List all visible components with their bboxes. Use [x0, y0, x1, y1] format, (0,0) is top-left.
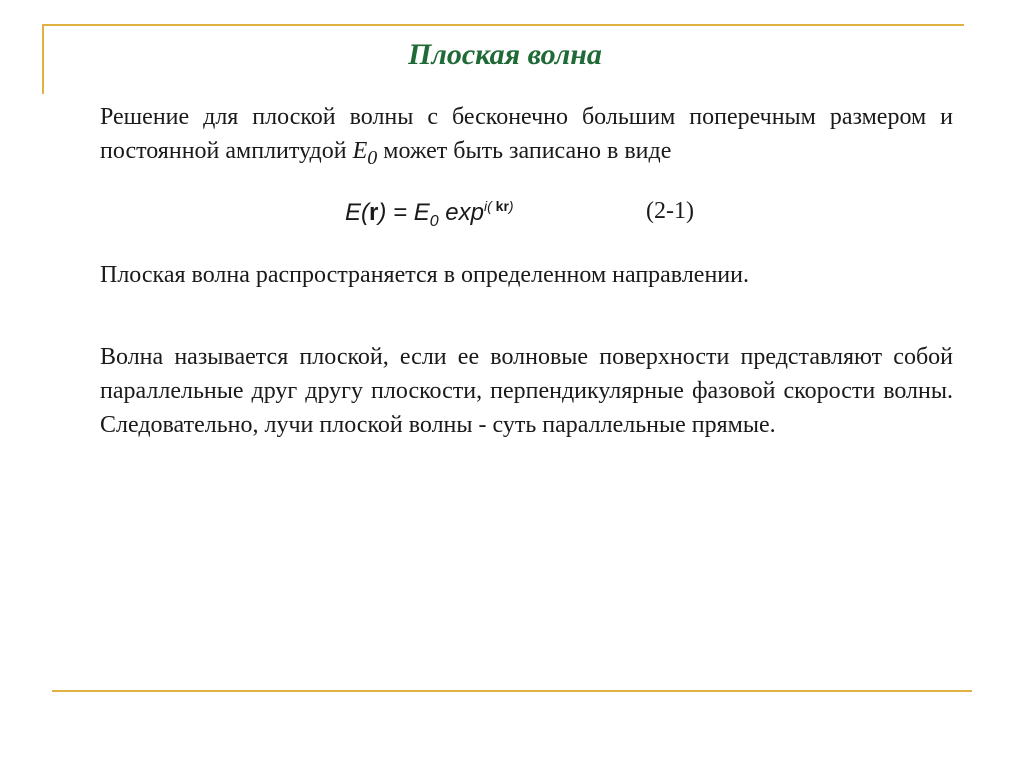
formula-exponent-kr: kr: [495, 198, 509, 214]
bottom-rule: [52, 690, 972, 692]
formula-exponent-close: ): [508, 198, 514, 214]
formula-exponent: [484, 198, 514, 214]
amplitude-symbol-letter: E: [352, 138, 368, 164]
paragraph-direction: Плоская волна распространяется в определенном направлении.: [100, 262, 749, 288]
formula-exp: exp: [438, 199, 484, 226]
formula-equals-e: ) = E: [378, 199, 430, 226]
amplitude-symbol-subscript: 0: [367, 146, 378, 169]
formula-r-vector: r: [369, 199, 379, 226]
paragraph-solution-text-before: Решение для плоской волны с бесконечно большим поперечным размером и постоянной амплитудой: [100, 104, 953, 164]
paragraph-definition: Волна называется плоской, если ее волновые поверхности представляют собой параллельные друг другу плоскости, перпендикулярные фазовой скорости волны. Следовательно, лучи плоской волны - суть параллельные прямые.: [100, 344, 953, 438]
plane-wave-formula: [345, 198, 514, 231]
formula-exponent-i: i(: [483, 198, 496, 214]
equation-number: (2-1): [646, 198, 694, 224]
amplitude-symbol: [352, 138, 378, 169]
paragraph-solution: [100, 100, 953, 175]
slide-title: Плоская волна: [408, 38, 602, 71]
formula-lhs: E(: [345, 199, 369, 226]
top-rule: [42, 24, 964, 26]
formula-e-subscript: 0: [429, 212, 439, 230]
paragraph-solution-text-after: может быть записано в виде: [377, 138, 672, 164]
